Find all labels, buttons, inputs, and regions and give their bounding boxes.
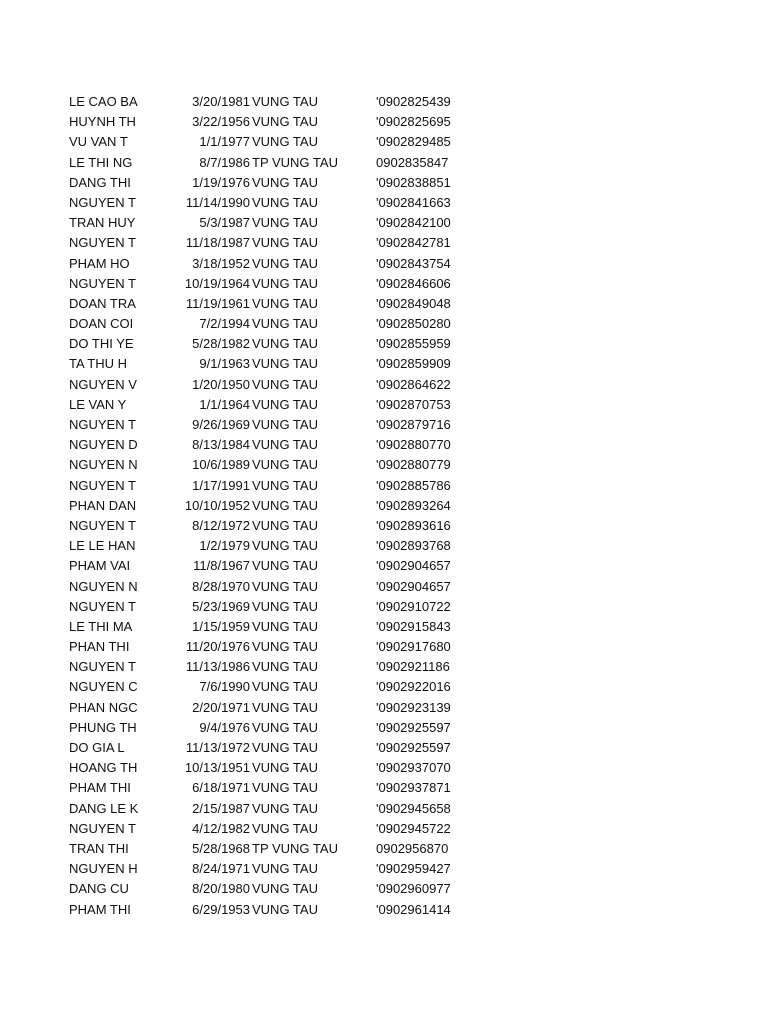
city-cell: VUNG TAU bbox=[252, 194, 318, 210]
birth-date-cell: 3/18/1952 bbox=[192, 255, 250, 271]
name-cell: DANG THI bbox=[69, 174, 131, 190]
table-row bbox=[0, 657, 768, 677]
birth-date-cell: 11/20/1976 bbox=[185, 639, 250, 655]
name-cell: DOAN COI bbox=[69, 316, 134, 332]
table-row bbox=[0, 859, 768, 879]
table-row bbox=[0, 476, 768, 496]
birth-date-cell: 3/20/1981 bbox=[192, 94, 250, 109]
name-cell: NGUYEN T bbox=[69, 598, 136, 614]
phone-cell: '0902846606 bbox=[376, 275, 451, 291]
name-cell: PHUNG TH bbox=[69, 719, 137, 735]
name-cell: NGUYEN T bbox=[69, 820, 136, 836]
birth-date-cell: 5/28/1968 bbox=[192, 840, 250, 856]
birth-date-cell: 6/18/1971 bbox=[192, 780, 250, 796]
city-cell: VUNG TAU bbox=[252, 497, 318, 513]
city-cell: VUNG TAU bbox=[252, 760, 318, 776]
birth-date-cell: 4/12/1982 bbox=[192, 820, 250, 836]
birth-date-cell: 10/19/1964 bbox=[184, 275, 250, 291]
name-cell: VU VAN T bbox=[69, 134, 128, 150]
birth-date-cell: 9/26/1969 bbox=[192, 417, 250, 432]
birth-date-cell: 1/19/1976 bbox=[192, 174, 250, 190]
table-row bbox=[0, 435, 768, 455]
birth-date-cell: 3/22/1956 bbox=[192, 114, 250, 130]
phone-cell: '0902910722 bbox=[376, 598, 451, 614]
table-row bbox=[0, 173, 768, 193]
city-cell: VUNG TAU bbox=[252, 477, 318, 493]
birth-date-cell: 10/6/1989 bbox=[192, 457, 250, 473]
city-cell: VUNG TAU bbox=[252, 800, 318, 816]
table-row bbox=[0, 597, 768, 617]
table-row bbox=[0, 213, 768, 233]
phone-cell: 0902835847 bbox=[376, 154, 449, 170]
city-cell: VUNG TAU bbox=[252, 336, 318, 352]
name-cell: LE LE HAN bbox=[69, 538, 136, 554]
table-row bbox=[0, 799, 768, 819]
phone-cell: '0902825439 bbox=[376, 94, 451, 109]
name-cell: LE CAO BA bbox=[69, 94, 138, 109]
table-row bbox=[0, 617, 768, 637]
birth-date-cell: 1/2/1979 bbox=[199, 538, 250, 554]
phone-cell: '0902885786 bbox=[376, 477, 451, 493]
name-cell: PHAN NGC bbox=[69, 699, 138, 715]
phone-cell: '0902893264 bbox=[376, 497, 451, 513]
name-cell: DO THI YE bbox=[69, 336, 134, 352]
city-cell: VUNG TAU bbox=[252, 699, 318, 715]
name-cell: NGUYEN T bbox=[69, 659, 136, 675]
phone-cell: '0902922016 bbox=[376, 679, 451, 695]
birth-date-cell: 1/1/1977 bbox=[199, 134, 250, 150]
name-cell: LE THI NG bbox=[69, 154, 133, 170]
phone-cell: '0902945658 bbox=[376, 800, 451, 816]
city-cell: VUNG TAU bbox=[252, 376, 318, 392]
birth-date-cell: 11/19/1961 bbox=[185, 295, 250, 311]
table-row bbox=[0, 395, 768, 415]
phone-cell: '0902849048 bbox=[376, 295, 451, 311]
birth-date-cell: 8/13/1984 bbox=[192, 437, 250, 453]
city-cell: VUNG TAU bbox=[252, 558, 318, 574]
phone-cell: '0902870753 bbox=[376, 396, 451, 412]
table-row bbox=[0, 677, 768, 697]
table-row bbox=[0, 738, 768, 758]
name-cell: LE THI MA bbox=[69, 618, 133, 634]
phone-cell: '0902829485 bbox=[376, 134, 451, 150]
phone-cell: '0902904657 bbox=[376, 558, 451, 574]
city-cell: VUNG TAU bbox=[252, 94, 318, 109]
birth-date-cell: 6/29/1953 bbox=[192, 901, 250, 917]
birth-date-cell: 2/15/1987 bbox=[192, 800, 250, 816]
birth-date-cell: 1/20/1950 bbox=[192, 376, 250, 392]
phone-cell: '0902841663 bbox=[376, 194, 451, 210]
city-cell: VUNG TAU bbox=[252, 114, 318, 130]
phone-cell: '0902893616 bbox=[376, 517, 451, 533]
table-row bbox=[0, 536, 768, 556]
table-row bbox=[0, 819, 768, 839]
table-row bbox=[0, 314, 768, 334]
table-row bbox=[0, 758, 768, 778]
phone-cell: '0902842781 bbox=[376, 235, 451, 251]
city-cell: VUNG TAU bbox=[252, 356, 318, 372]
name-cell: TRAN HUY bbox=[69, 215, 136, 231]
table-row bbox=[0, 778, 768, 798]
name-cell: DO GIA L bbox=[69, 740, 125, 755]
table-row bbox=[0, 334, 768, 354]
table-row bbox=[0, 92, 768, 112]
birth-date-cell: 11/13/1972 bbox=[185, 740, 250, 755]
name-cell: PHAM THI bbox=[69, 901, 131, 917]
phone-cell: '0902855959 bbox=[376, 336, 451, 352]
name-cell: PHAM HO bbox=[69, 255, 130, 271]
table-row bbox=[0, 516, 768, 536]
phone-cell: '0902880770 bbox=[376, 437, 451, 453]
birth-date-cell: 8/12/1972 bbox=[192, 517, 250, 533]
phone-cell: '0902925597 bbox=[376, 719, 451, 735]
name-cell: NGUYEN T bbox=[69, 235, 136, 251]
city-cell: VUNG TAU bbox=[252, 255, 318, 271]
city-cell: TP VUNG TAU bbox=[252, 154, 338, 170]
city-cell: VUNG TAU bbox=[252, 538, 318, 554]
name-cell: NGUYEN H bbox=[69, 861, 138, 877]
table-row bbox=[0, 556, 768, 576]
table-row bbox=[0, 839, 768, 859]
birth-date-cell: 7/2/1994 bbox=[199, 316, 250, 332]
table-row bbox=[0, 375, 768, 395]
phone-cell: '0902842100 bbox=[376, 215, 451, 231]
table-row bbox=[0, 274, 768, 294]
name-cell: PHAN DAN bbox=[69, 497, 137, 513]
birth-date-cell: 11/14/1990 bbox=[185, 194, 250, 210]
city-cell: VUNG TAU bbox=[252, 820, 318, 836]
city-cell: VUNG TAU bbox=[252, 780, 318, 796]
phone-cell: '0902904657 bbox=[376, 578, 451, 594]
name-cell: DANG CU bbox=[69, 881, 129, 897]
table-row bbox=[0, 879, 768, 899]
data-sheet bbox=[0, 92, 768, 920]
birth-date-cell: 5/23/1969 bbox=[192, 598, 250, 614]
city-cell: VUNG TAU bbox=[252, 901, 318, 917]
name-cell: PHAN THI bbox=[69, 639, 130, 655]
city-cell: VUNG TAU bbox=[252, 396, 318, 412]
name-cell: LE VAN Y bbox=[69, 396, 127, 412]
phone-cell: '0902893768 bbox=[376, 538, 451, 554]
table-row bbox=[0, 900, 768, 920]
table-row bbox=[0, 233, 768, 253]
name-cell: NGUYEN T bbox=[69, 275, 136, 291]
birth-date-cell: 1/15/1959 bbox=[192, 618, 250, 634]
table-row bbox=[0, 132, 768, 152]
city-cell: VUNG TAU bbox=[252, 275, 318, 291]
table-row bbox=[0, 455, 768, 475]
name-cell: PHAM THI bbox=[69, 780, 131, 796]
phone-cell: '0902864622 bbox=[376, 376, 451, 392]
birth-date-cell: 5/3/1987 bbox=[199, 215, 250, 231]
birth-date-cell: 2/20/1971 bbox=[192, 699, 250, 715]
birth-date-cell: 10/13/1951 bbox=[184, 760, 250, 776]
birth-date-cell: 9/4/1976 bbox=[199, 719, 250, 735]
table-row bbox=[0, 698, 768, 718]
name-cell: NGUYEN D bbox=[69, 437, 138, 453]
phone-cell: '0902925597 bbox=[376, 740, 451, 755]
city-cell: VUNG TAU bbox=[252, 679, 318, 695]
name-cell: NGUYEN C bbox=[69, 679, 138, 695]
birth-date-cell: 10/10/1952 bbox=[184, 497, 250, 513]
city-cell: VUNG TAU bbox=[252, 215, 318, 231]
city-cell: VUNG TAU bbox=[252, 295, 318, 311]
city-cell: VUNG TAU bbox=[252, 639, 318, 655]
birth-date-cell: 11/8/1967 bbox=[193, 558, 250, 574]
phone-cell: '0902937871 bbox=[376, 780, 451, 796]
city-cell: VUNG TAU bbox=[252, 881, 318, 897]
phone-cell: '0902850280 bbox=[376, 316, 451, 332]
table-row bbox=[0, 254, 768, 274]
name-cell: NGUYEN T bbox=[69, 517, 136, 533]
birth-date-cell: 7/6/1990 bbox=[199, 679, 250, 695]
phone-cell: '0902838851 bbox=[376, 174, 451, 190]
city-cell: VUNG TAU bbox=[252, 316, 318, 332]
city-cell: TP VUNG TAU bbox=[252, 840, 338, 856]
phone-cell: '0902879716 bbox=[376, 417, 451, 432]
city-cell: VUNG TAU bbox=[252, 659, 318, 675]
city-cell: VUNG TAU bbox=[252, 134, 318, 150]
name-cell: NGUYEN T bbox=[69, 477, 136, 493]
table-row bbox=[0, 354, 768, 374]
birth-date-cell: 1/1/1964 bbox=[199, 396, 250, 412]
city-cell: VUNG TAU bbox=[252, 417, 318, 432]
birth-date-cell: 8/20/1980 bbox=[192, 881, 250, 897]
phone-cell: '0902921186 bbox=[376, 659, 450, 675]
phone-cell: '0902880779 bbox=[376, 457, 451, 473]
birth-date-cell: 5/28/1982 bbox=[192, 336, 250, 352]
city-cell: VUNG TAU bbox=[252, 861, 318, 877]
name-cell: TRAN THI bbox=[69, 840, 129, 856]
table-row bbox=[0, 153, 768, 173]
city-cell: VUNG TAU bbox=[252, 578, 318, 594]
table-row bbox=[0, 193, 768, 213]
table-row bbox=[0, 577, 768, 597]
city-cell: VUNG TAU bbox=[252, 174, 318, 190]
name-cell: DANG LE K bbox=[69, 800, 139, 816]
city-cell: VUNG TAU bbox=[252, 598, 318, 614]
city-cell: VUNG TAU bbox=[252, 437, 318, 453]
phone-cell: '0902960977 bbox=[376, 881, 451, 897]
phone-cell: 0902956870 bbox=[376, 840, 449, 856]
phone-cell: '0902825695 bbox=[376, 114, 451, 130]
table-row bbox=[0, 496, 768, 516]
phone-cell: '0902923139 bbox=[376, 699, 451, 715]
phone-cell: '0902843754 bbox=[376, 255, 451, 271]
birth-date-cell: 8/24/1971 bbox=[192, 861, 250, 877]
city-cell: VUNG TAU bbox=[252, 235, 318, 251]
table-row bbox=[0, 112, 768, 132]
name-cell: HOANG TH bbox=[69, 760, 138, 776]
city-cell: VUNG TAU bbox=[252, 457, 318, 473]
table-row bbox=[0, 718, 768, 738]
name-cell: TA THU H bbox=[69, 356, 128, 372]
phone-cell: '0902959427 bbox=[376, 861, 451, 877]
phone-cell: '0902859909 bbox=[376, 356, 451, 372]
table-row bbox=[0, 415, 768, 435]
name-cell: NGUYEN V bbox=[69, 376, 137, 392]
city-cell: VUNG TAU bbox=[252, 740, 318, 755]
table-row bbox=[0, 294, 768, 314]
table-row bbox=[0, 637, 768, 657]
birth-date-cell: 8/7/1986 bbox=[199, 154, 250, 170]
birth-date-cell: 8/28/1970 bbox=[192, 578, 250, 594]
phone-cell: '0902945722 bbox=[376, 820, 451, 836]
birth-date-cell: 11/18/1987 bbox=[185, 235, 250, 251]
name-cell: NGUYEN T bbox=[69, 417, 136, 432]
birth-date-cell: 9/1/1963 bbox=[199, 356, 250, 372]
name-cell: HUYNH TH bbox=[69, 114, 136, 130]
phone-cell: '0902961414 bbox=[376, 901, 451, 917]
name-cell: DOAN TRA bbox=[69, 295, 136, 311]
birth-date-cell: 1/17/1991 bbox=[192, 477, 250, 493]
birth-date-cell: 11/13/1986 bbox=[185, 659, 250, 675]
phone-cell: '0902937070 bbox=[376, 760, 451, 776]
city-cell: VUNG TAU bbox=[252, 618, 318, 634]
city-cell: VUNG TAU bbox=[252, 517, 318, 533]
name-cell: NGUYEN N bbox=[69, 578, 138, 594]
phone-cell: '0902917680 bbox=[376, 639, 451, 655]
name-cell: NGUYEN N bbox=[69, 457, 138, 473]
city-cell: VUNG TAU bbox=[252, 719, 318, 735]
name-cell: NGUYEN T bbox=[69, 194, 136, 210]
name-cell: PHAM VAI bbox=[69, 558, 131, 574]
phone-cell: '0902915843 bbox=[376, 618, 451, 634]
